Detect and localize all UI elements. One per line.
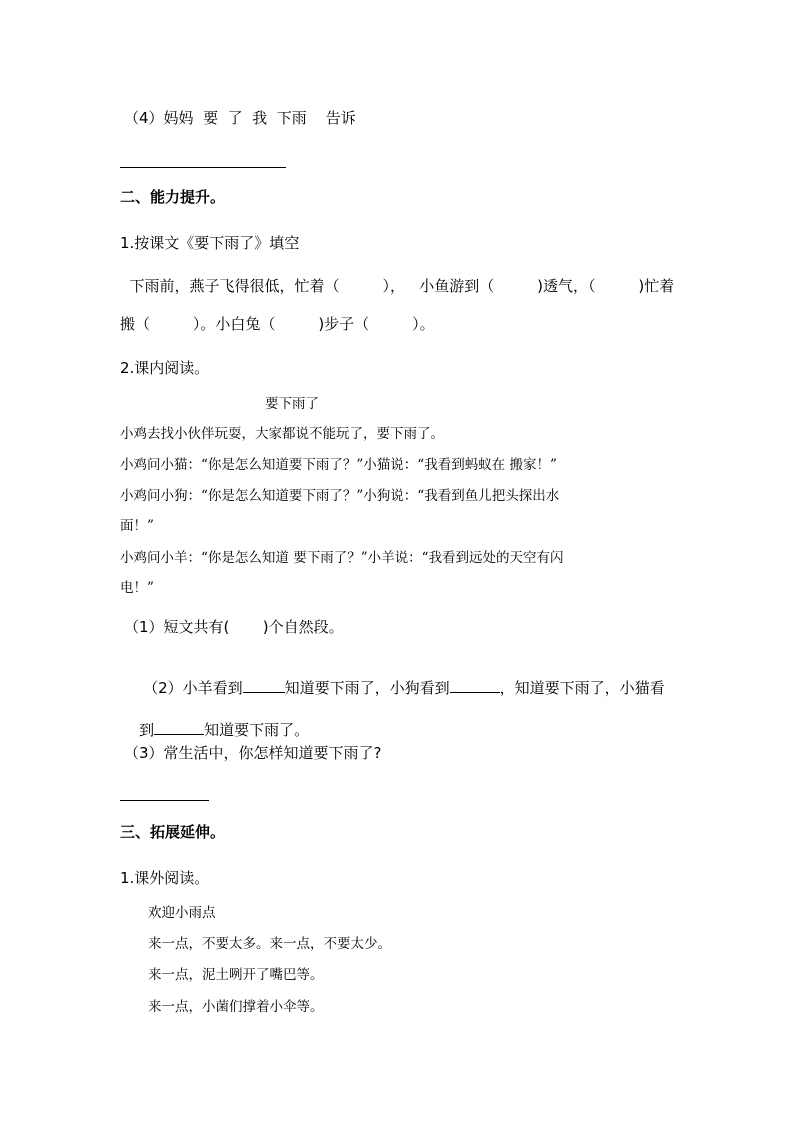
- passage-title: 要下雨了: [265, 396, 319, 412]
- sub-question-2-text: 到: [139, 721, 155, 739]
- question-2-title: 2.课内阅读。: [120, 359, 210, 377]
- answer-line: [120, 167, 286, 168]
- answer-blank: [450, 678, 500, 693]
- question-1-title: 1.课外阅读。: [120, 869, 210, 887]
- poem-line: 来一点，泥土咧开了嘴巴等。: [148, 967, 324, 983]
- poem-title: 欢迎小雨点: [148, 905, 216, 921]
- passage-line: 电！”: [120, 580, 154, 596]
- poem-line: 来一点，小菌们撑着小伞等。: [148, 999, 324, 1015]
- answer-blank: [243, 678, 285, 693]
- fill-blank-line-1: 下雨前，燕子飞得很低，忙着（ ）， 小鱼游到（ )透气，（ )忙着: [120, 277, 675, 295]
- sub-question-2-text: 知道要下雨了，小狗看到: [284, 679, 450, 697]
- sub-question-1: （1）短文共有( )个自然段。: [124, 618, 344, 636]
- fill-blank-line-2: 搬（ ）。小白兔（ )步子（ ）。: [120, 315, 435, 333]
- answer-blank: [154, 720, 204, 735]
- section-heading-extension: 三、拓展延伸。: [120, 823, 226, 841]
- poem-line: 来一点，不要太多。来一点，不要太少。: [148, 936, 391, 952]
- sub-question-2-text: （2）小羊看到: [143, 679, 243, 697]
- sub-question-3: （3）常生活中，你怎样知道要下雨了?: [124, 744, 382, 762]
- passage-line: 小鸡问小羊：“你是怎么知道 要下雨了？”小羊说：“我看到远处的天空有闪: [120, 550, 564, 566]
- passage-line: 小鸡去找小伙伴玩耍，大家都说不能玩了，要下雨了。: [120, 426, 444, 442]
- passage-line: 小鸡问小猫：“你是怎么知道要下雨了？”小猫说：“我看到蚂蚁在 搬家！”: [120, 457, 557, 473]
- passage-line: 小鸡问小狗：“你是怎么知道要下雨了？”小狗说：“我看到鱼儿把头探出水: [120, 488, 560, 504]
- sub-question-2-text: ，知道要下雨了，小猫看: [499, 679, 665, 697]
- question-4-word-order: （4）妈妈 要 了 我 下雨 告诉: [124, 109, 356, 127]
- section-heading-ability: 二、能力提升。: [120, 188, 226, 206]
- question-1-title: 1.按课文《要下雨了》填空: [120, 234, 300, 252]
- passage-line: 面！”: [120, 518, 154, 534]
- sub-question-2-text: 知道要下雨了。: [204, 721, 310, 739]
- answer-line: [120, 800, 209, 801]
